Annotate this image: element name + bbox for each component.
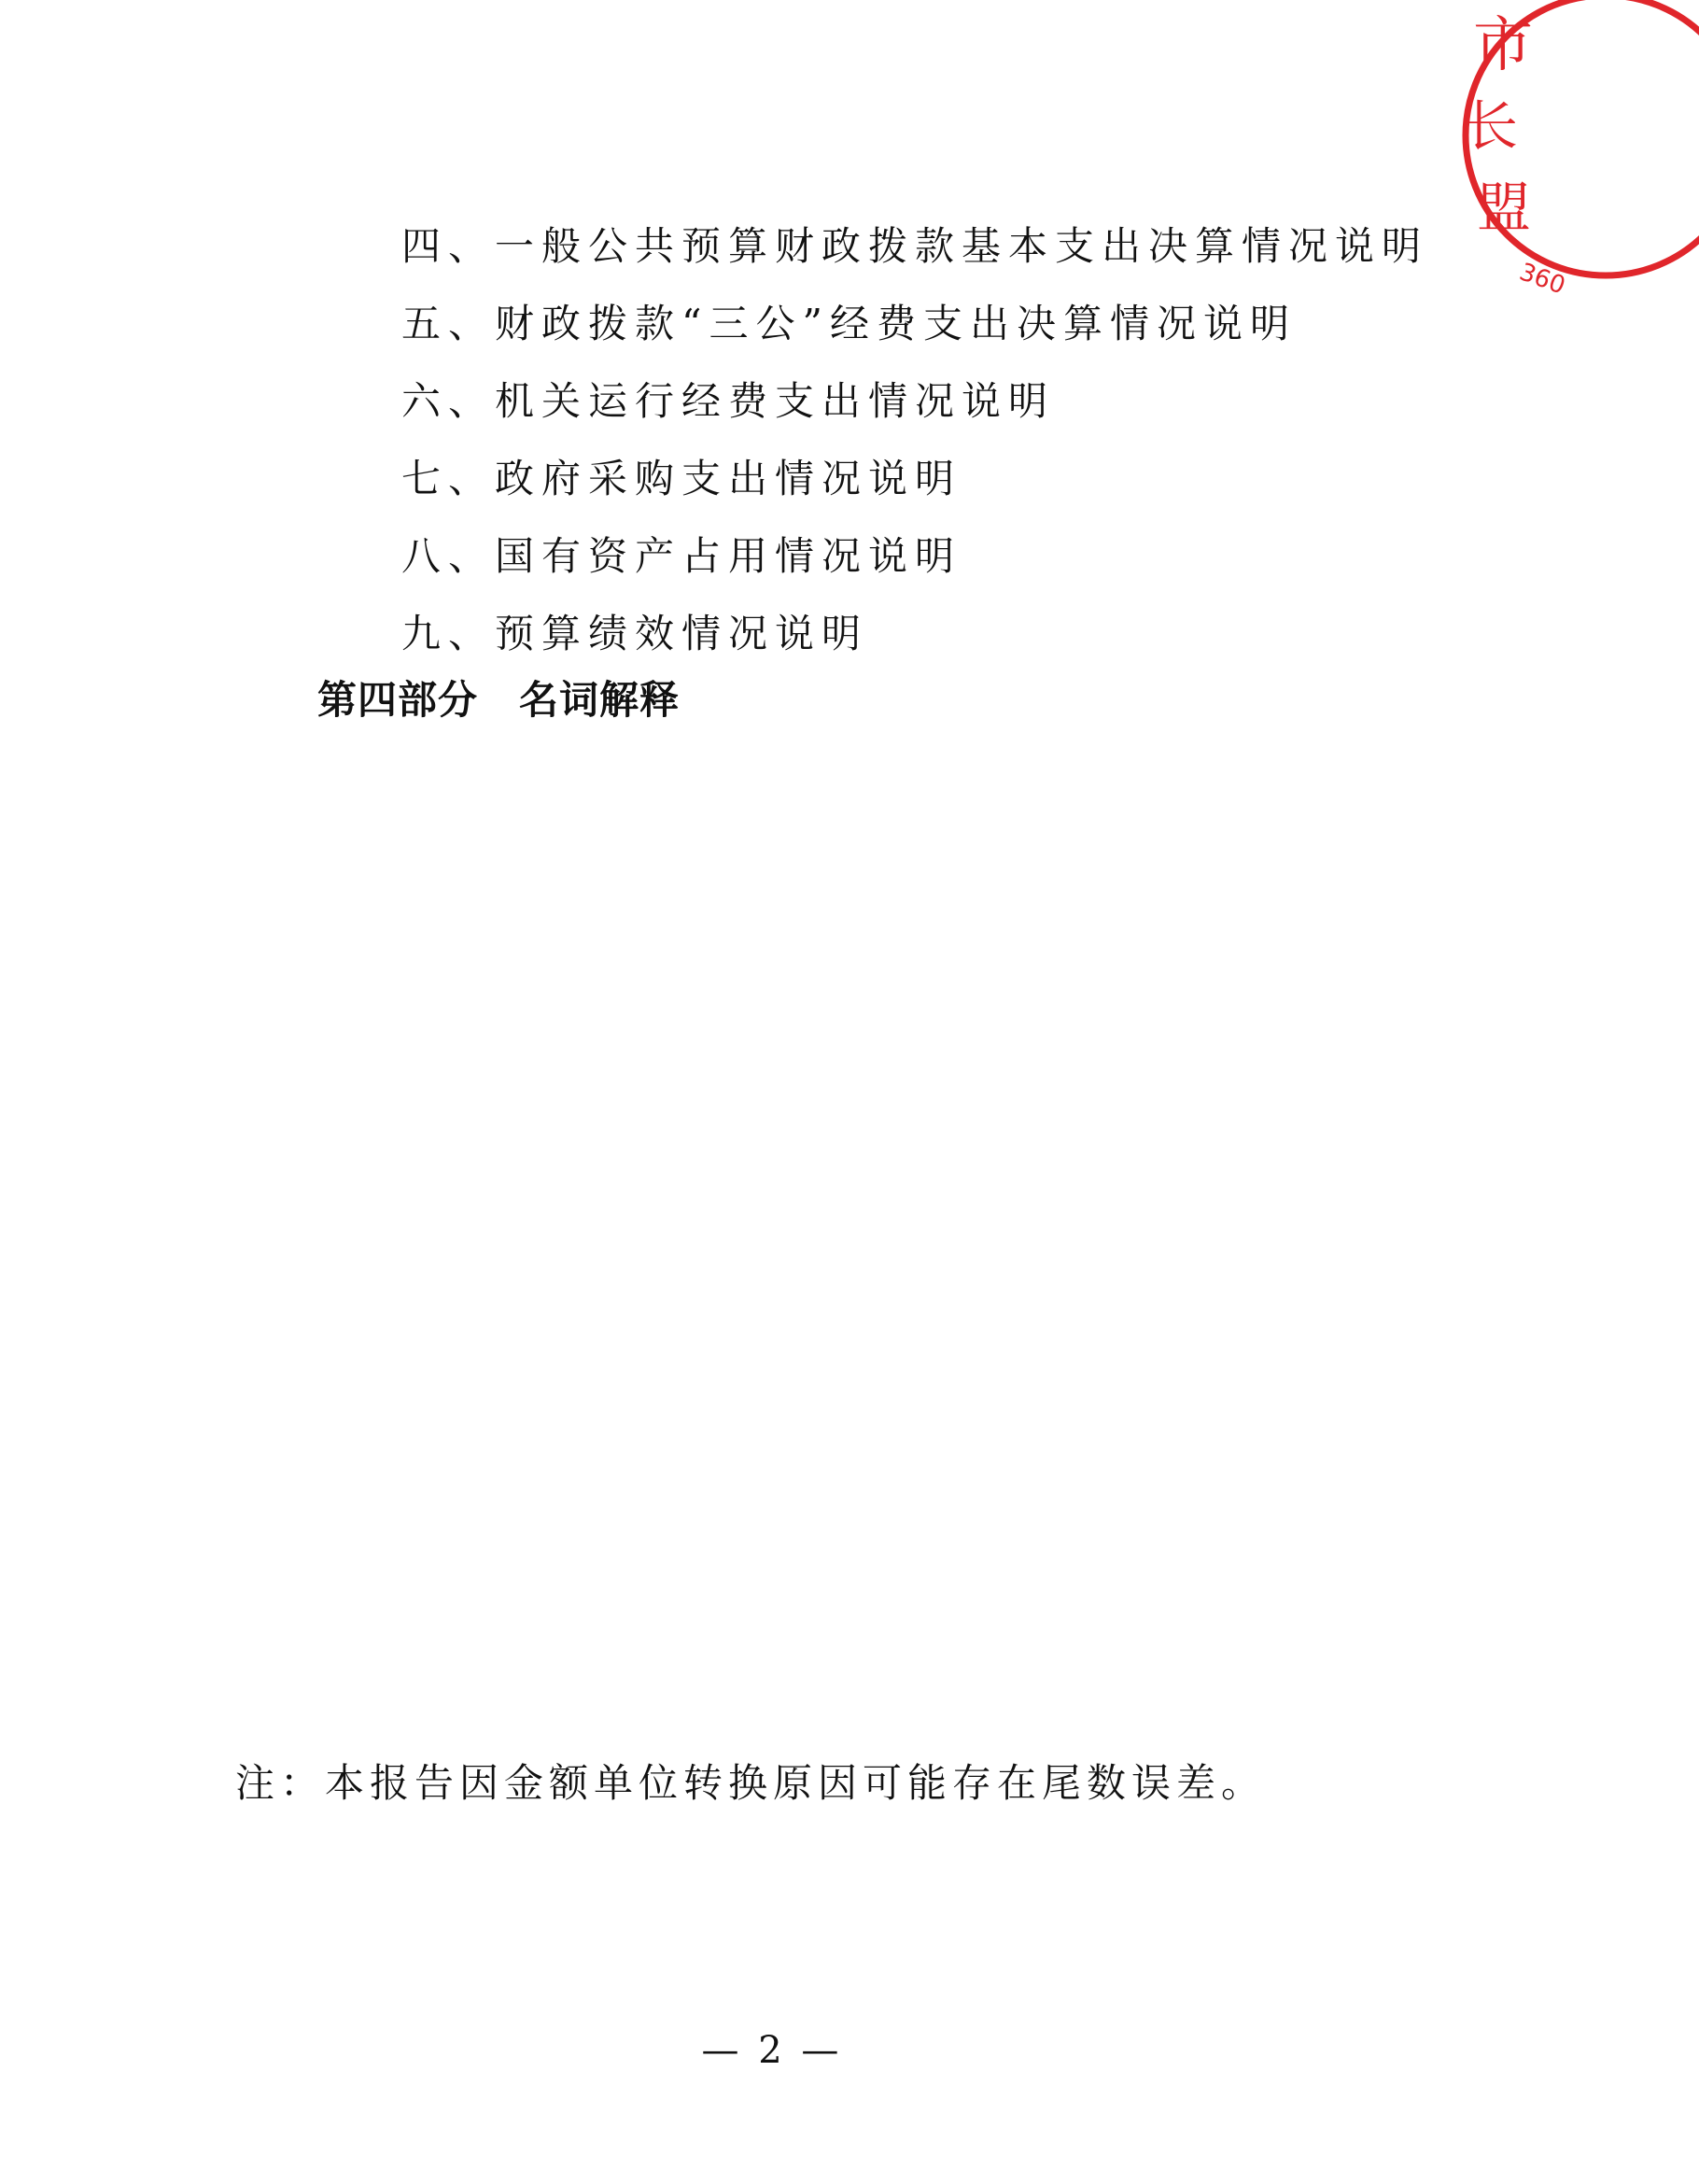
svg-text:长: 长 xyxy=(1464,94,1519,158)
toc-item: 九、预算绩效情况说明 xyxy=(401,611,869,656)
toc-item: 八、国有资产占用情况说明 xyxy=(401,533,962,579)
page-number: — 2 — xyxy=(701,2029,843,2072)
svg-text:盟: 盟 xyxy=(1477,176,1532,239)
svg-text:市: 市 xyxy=(1473,11,1533,80)
section-heading xyxy=(317,674,680,726)
toc-item: 七、政府采购支出情况说明 xyxy=(401,456,962,501)
toc-item: 五、财政拨款“三公”经费支出决算情况说明 xyxy=(401,301,1297,346)
footnote: 注：本报告因金额单位转换原因可能存在尾数误差。 xyxy=(235,1760,1267,1806)
toc-item: 六、机关运行经费支出情况说明 xyxy=(401,378,1056,424)
table-of-contents xyxy=(401,207,1428,672)
official-seal-stamp xyxy=(1456,0,1699,317)
section-part-label: 第四部分 xyxy=(317,677,479,723)
section-title: 名词解释 xyxy=(519,677,681,723)
svg-text:360: 360 xyxy=(1515,258,1569,301)
toc-item: 四、一般公共预算财政拨款基本支出决算情况说明 xyxy=(401,223,1429,269)
